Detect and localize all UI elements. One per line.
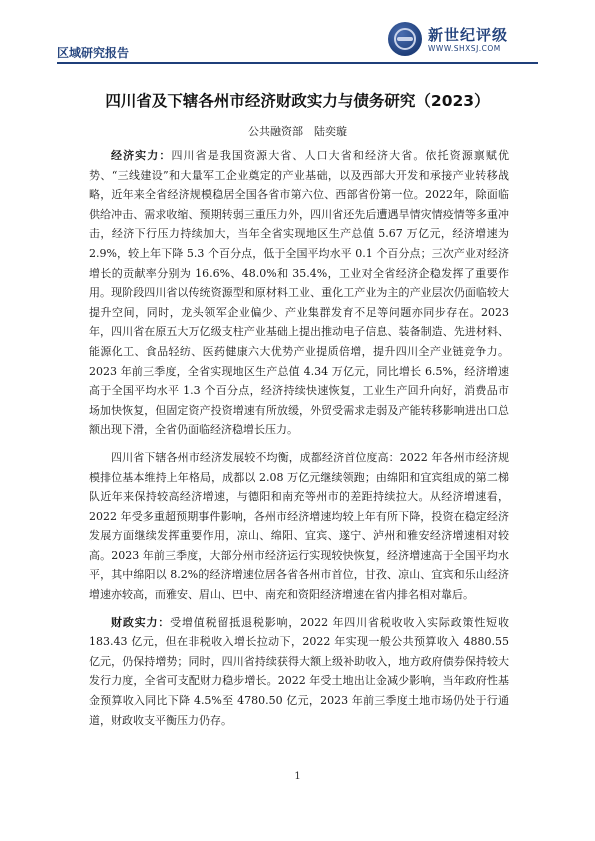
paragraph-regional-development [89,448,509,605]
paragraph-text: 受增值税留抵退税影响，2022 年四川省税收收入实际政策性短收 183.43 亿元，但在非税收入增长拉动下，2022 年实现一般公共预算收入 4880.55 亿元，仍保持增势；同时，四川省持续获得大额上级补助收入，地方政府债券保持较大发行力度，全省可支配财力稳步增长。2022 年受土地出让金减少影响，当年政府性基金预算收入同比下降 4.5%至 4780.50 亿元，2023 年前三季度土地市场仍处于行通道，财政收支平衡压力仍存。 [89,615,510,727]
authors-line: 公共融资部 陆奕璇 [248,125,347,138]
paragraph-fiscal-strength [89,613,509,731]
document-title: 四川省及下辖各州市经济财政实力与债务研究（2023） [105,92,490,110]
paragraph-lead: 财政实力： [111,615,171,629]
logo-name: 新世纪评级 [428,26,509,44]
paragraph-lead: 经济实力： [111,149,172,162]
globe-logo-icon [388,22,422,56]
section-label: 区域研究报告 [57,46,130,60]
paragraph-economic-strength [89,146,509,440]
page-header [57,14,538,62]
header-divider [57,62,538,64]
logo-url: WWW.SHXSJ.COM [428,44,501,53]
paragraph-text: 四川省下辖各州市经济发展较不均衡，成都经济首位度高：2022 年各州市经济规模排位基本维持上年格局，成都以 2.08 万亿元继续领跑；由绵阳和宜宾组成的第二梯队近年来保持较高经济增速，与德阳和南充等州市的差距持续拉大。从经济增速看，2022 年受多重超预期事件影响，各州市经济增速均较上年有所下降，投资在稳定经济发展方面继续发挥重要作用，凉山、绵阳、宜宾、遂宁、泸州和雅安经济增速相对较高。2023 年前三季度，大部分州市经济运行实现较快恢复，经济增速高于全国平均水平，其中绵阳以 8.2%的经济增速位居各省各州市首位，甘孜、凉山、宜宾和乐山经济增速亦较高，而雅安、眉山、巴中、南充和资阳经济增速在省内排名相对靠后。 [89,450,509,602]
page-number: 1 [294,771,301,782]
body-text [89,146,509,738]
paragraph-text: 四川省是我国资源大省、人口大省和经济大省。依托资源禀赋优势、“三线建设”和大量军工企业奠定的产业基础，以及西部大开发和承接产业转移战略，近年来全省经济规模稳居全国各省市第六位、西部省份第一位。2022年，除面临供给冲击、需求收缩、预期转弱三重压力外，四川省还先后遭遇旱情灾情疫情等多重冲击，经济下行压力持续加大，当年全省实现地区生产总值 5.67 万亿元，经济增速为 2.9%，较上年下降 5.3 个百分点，低于全国平均水平 0.1 个百分点；三次产业对经济增长的贡献率分别为 16.6%、48.0%和 35.4%，工业对全省经济企稳发挥了重要作用。现阶段四川省以传统资源型和原材料工业、重化工产业为主的产业层次仍面临较大提升空间，同时，龙头领军企业偏少、产业集群发育不足等问题亦同步存在。2023 年，四川省在原五大万亿级支柱产业基础上提出推动电子信息、装备制造、先进材料、能源化工、食品轻纺、医药健康六大优势产业提质倍增，提升四川全产业链竞争力。2023 年前三季度，全省实现地区生产总值 4.34 万亿元，同比增长 6.5%，经济增速高于全国平均水平 1.3 个百分点，经济持续快速恢复，工业生产回升向好，消费品市场加快恢复，但固定资产投资增速有所放缓，外贸受需求走弱及产能转移影响进出口总额出现下滑，全省仍面临经济稳增长压力。 [89,149,509,437]
company-logo [388,22,538,60]
